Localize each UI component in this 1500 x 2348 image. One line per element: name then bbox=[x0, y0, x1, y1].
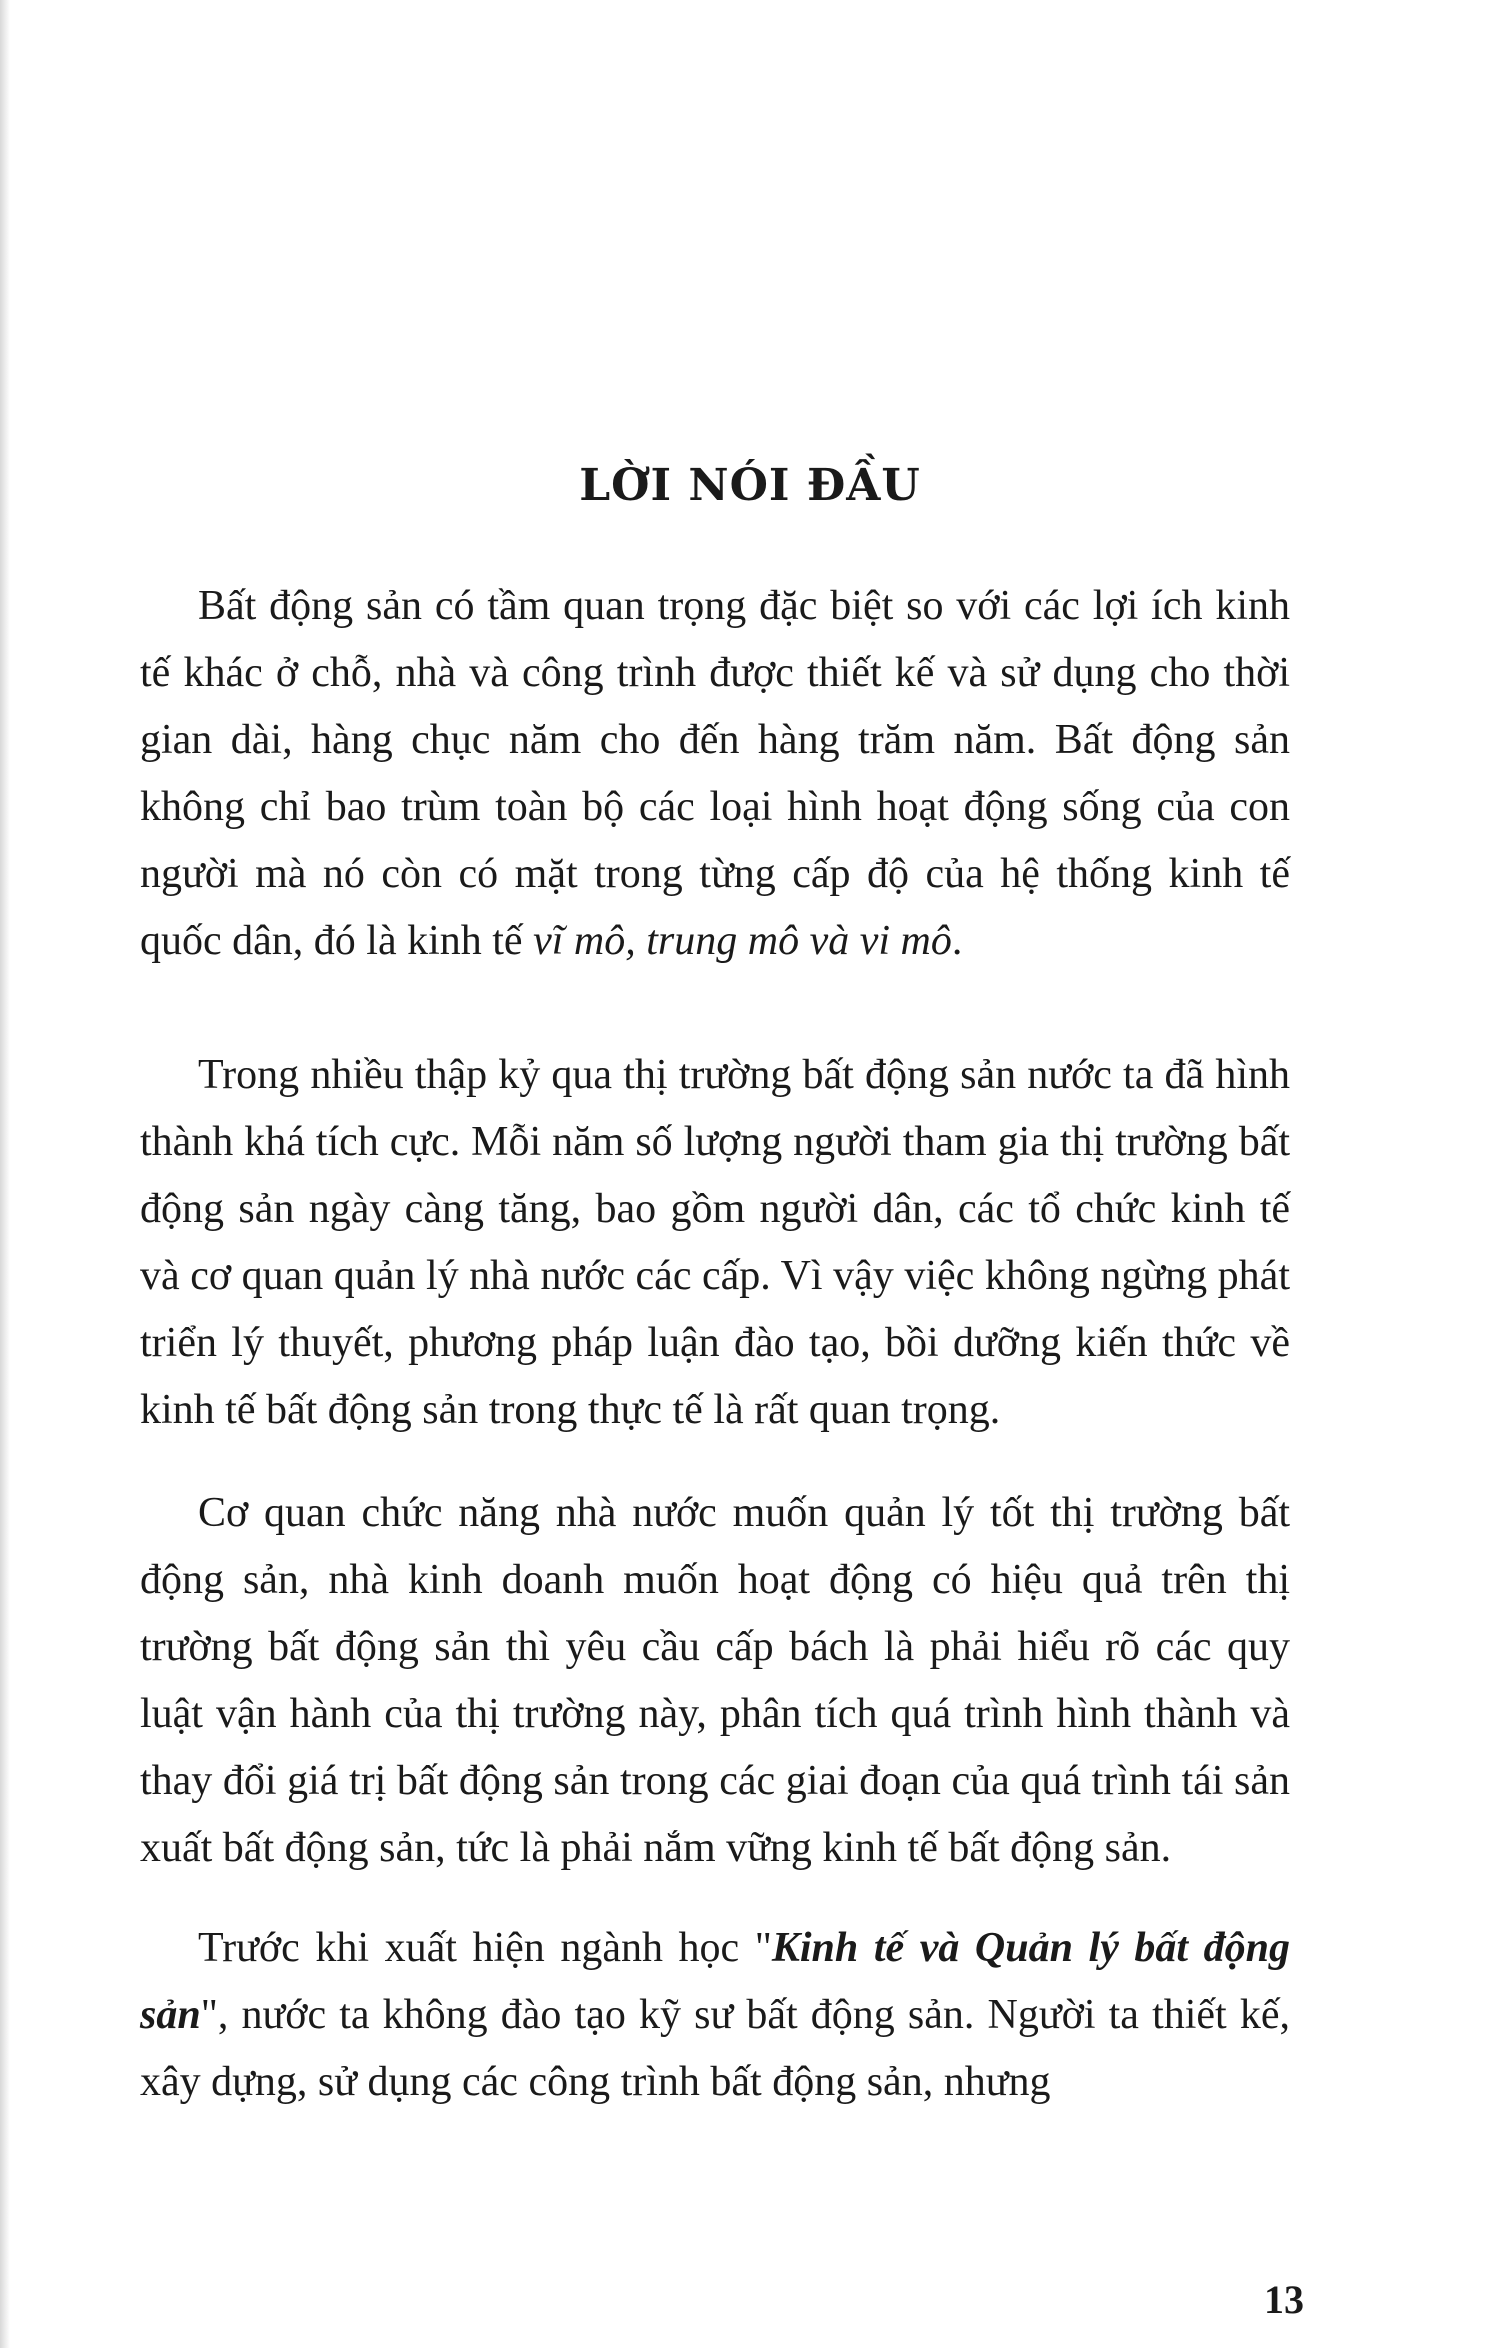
page-edge-shadow bbox=[0, 0, 10, 2348]
paragraph-1-italic-text: vĩ mô, trung mô và vi mô bbox=[533, 918, 952, 964]
page-title: LỜI NÓI ĐẦU bbox=[579, 460, 921, 511]
paragraph-4-bold-italic-title: Kinh tế và Quản lý bất động sản bbox=[140, 1925, 1290, 2038]
paragraph-4 bbox=[140, 1915, 1290, 2116]
paragraph-2: Trong nhiều thập kỷ qua thị trường bất động sản nước ta đã hình thành khá tích cực. Mỗi năm số lượng người tham gia thị trường bất động sản ngày càng tăng, bao gồm người dân, các tổ chức kinh tế và cơ quan quản lý nhà nước các cấp. Vì vậy việc không ngừng phát triển lý thuyết, phương pháp luận đào tạo, bồi dưỡng kiến thức về kinh tế bất động sản trong thực tế là rất quan trọng. bbox=[140, 1052, 1290, 1433]
paragraph-3: Cơ quan chức năng nhà nước muốn quản lý tốt thị trường bất động sản, nhà kinh doanh muốn hoạt động có hiệu quả trên thị trường bất động sản thì yêu cầu cấp bách là phải hiểu rõ các quy luật vận hành của thị trường này, phân tích quá trình hình thành và thay đổi giá trị bất động sản trong các giai đoạn của quá trình tái sản xuất bất động sản, tức là phải nắm vững kinh tế bất động sản. bbox=[140, 1490, 1290, 1871]
paragraph-1-text: Bất động sản có tầm quan trọng đặc biệt so với các lợi ích kinh tế khác ở chỗ, nhà và công trình được thiết kế và sử dụng cho thời gian dài, hàng chục năm cho đến hàng trăm năm. Bất động sản không chỉ bao trùm toàn bộ các loại hình hoạt động sống của con người mà nó còn có mặt trong từng cấp độ của hệ thống kinh tế quốc dân, đó là kinh tế bbox=[140, 583, 1290, 964]
page-number: 13 bbox=[1264, 2277, 1304, 2322]
paragraph-4-text-start: Trước khi xuất hiện ngành học " bbox=[198, 1925, 772, 1971]
paragraph-1-end: . bbox=[951, 918, 963, 964]
paragraph-4-text-end: ", nước ta không đào tạo kỹ sư bất động sản. Người ta thiết kế, xây dựng, sử dụng các công trình bất động sản, nhưng bbox=[140, 1992, 1290, 2105]
paragraph-1 bbox=[140, 573, 1290, 975]
